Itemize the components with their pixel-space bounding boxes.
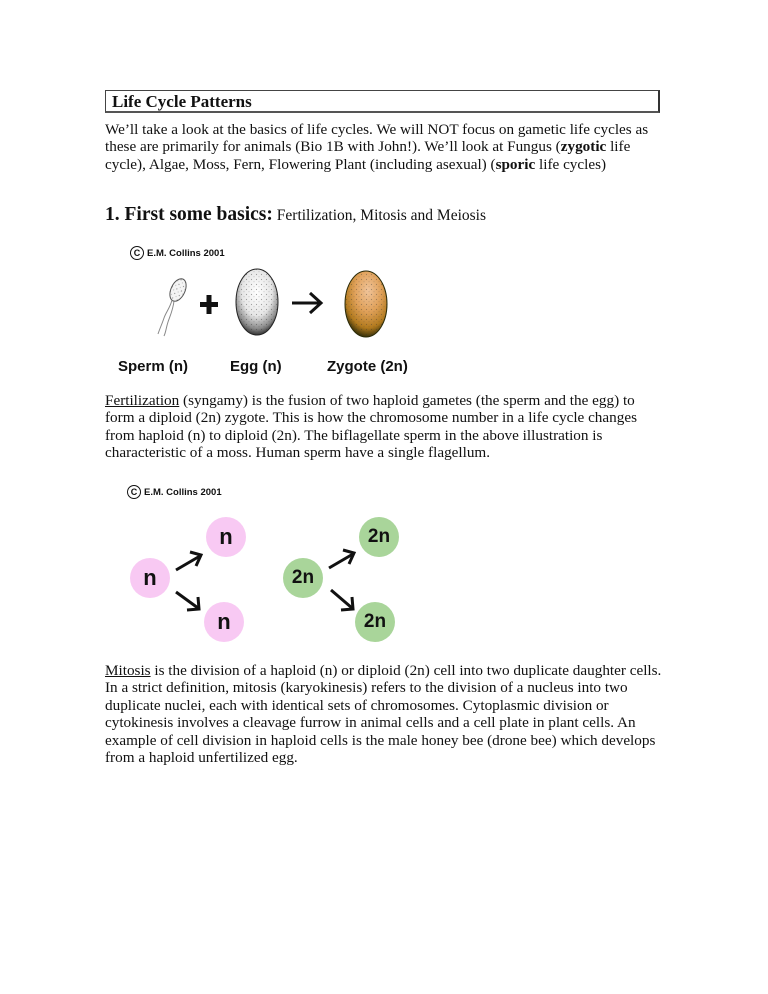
copyright-icon: C — [130, 246, 144, 260]
sperm-label: Sperm (n) — [118, 358, 189, 375]
fertilization-paragraph — [105, 392, 665, 462]
fertilization-text: (syngamy) is the fusion of two haploid gametes (the sperm and the egg) to form a diploid (2n) zygote. This is how the chromosome number in a life cycle changes from haploid (n) to diploid (2n). The biflagellate sperm in the above illustration is characteristic of a moss. Human sperm have a single flagellum. — [105, 392, 637, 462]
copyright-icon: C — [127, 485, 141, 499]
page-title: Life Cycle Patterns — [112, 92, 252, 111]
mitosis-arrows-haploid — [170, 542, 210, 622]
copyright-notice — [127, 485, 222, 499]
section-heading-rest: Fertilization, Mitosis and Meiosis — [272, 207, 487, 224]
mitosis-arrows-diploid — [323, 542, 363, 622]
fertilization-term: Fertilization — [105, 392, 180, 409]
intro-text: life cycles) — [535, 155, 607, 173]
copyright-text: E.M. Collins 2001 — [147, 247, 225, 259]
egg-label: Egg (n) — [230, 358, 282, 375]
copyright-text: E.M. Collins 2001 — [144, 486, 222, 498]
zygote-label: Zygote (2n) — [327, 358, 408, 375]
diploid-daughter-cell-top: 2n — [359, 517, 399, 557]
plus-icon — [200, 295, 218, 314]
arrow-right-icon — [292, 293, 321, 313]
egg-icon — [236, 269, 278, 335]
zygotic-term: zygotic — [560, 138, 607, 156]
intro-text: life cycle), Algae, Moss, Fern, Flowering Plant (including asexual) ( — [105, 138, 631, 173]
section-heading — [105, 204, 486, 226]
sporic-term: sporic — [495, 155, 536, 173]
arrow-down-right-icon — [331, 590, 353, 610]
arrow-up-right-icon — [329, 550, 354, 568]
title-box — [105, 90, 660, 113]
arrow-down-right-icon — [176, 592, 199, 610]
fertilization-illustration — [140, 268, 440, 358]
mitosis-paragraph — [105, 662, 665, 766]
diploid-daughter-cell-bottom: 2n — [355, 602, 395, 642]
intro-paragraph — [105, 121, 665, 173]
arrow-up-right-icon — [176, 552, 201, 570]
haploid-parent-cell: n — [130, 558, 170, 598]
mitosis-term: Mitosis — [105, 662, 151, 679]
mitosis-text: is the division of a haploid (n) or diploid (2n) cell into two duplicate daughter cells. In a strict definition, mitosis (karyokinesis) refers to the division of a nucleus into two duplicate nuclei, each with identical sets of chromosomes. Cytoplasmic division or cytokinesis involves a cleavage furrow in animal cells and a cell plate in plant cells. An example of cell division in haploid cells is the male honey bee (drone bee) which develops from a haploid unfertilized egg. — [105, 662, 662, 767]
intro-text: We’ll take a look at the basics of life cycles. We will NOT focus on gametic life cycles as these are primarily for animals (Bio 1B with John!). We’ll look at Fungus ( — [105, 121, 649, 156]
section-heading-bold: 1. First some basics: — [105, 204, 273, 225]
copyright-notice — [130, 246, 225, 260]
sperm-icon — [158, 276, 189, 336]
haploid-daughter-cell-bottom: n — [204, 602, 244, 642]
diploid-parent-cell: 2n — [283, 558, 323, 598]
haploid-daughter-cell-top: n — [206, 517, 246, 557]
zygote-icon — [345, 271, 387, 337]
